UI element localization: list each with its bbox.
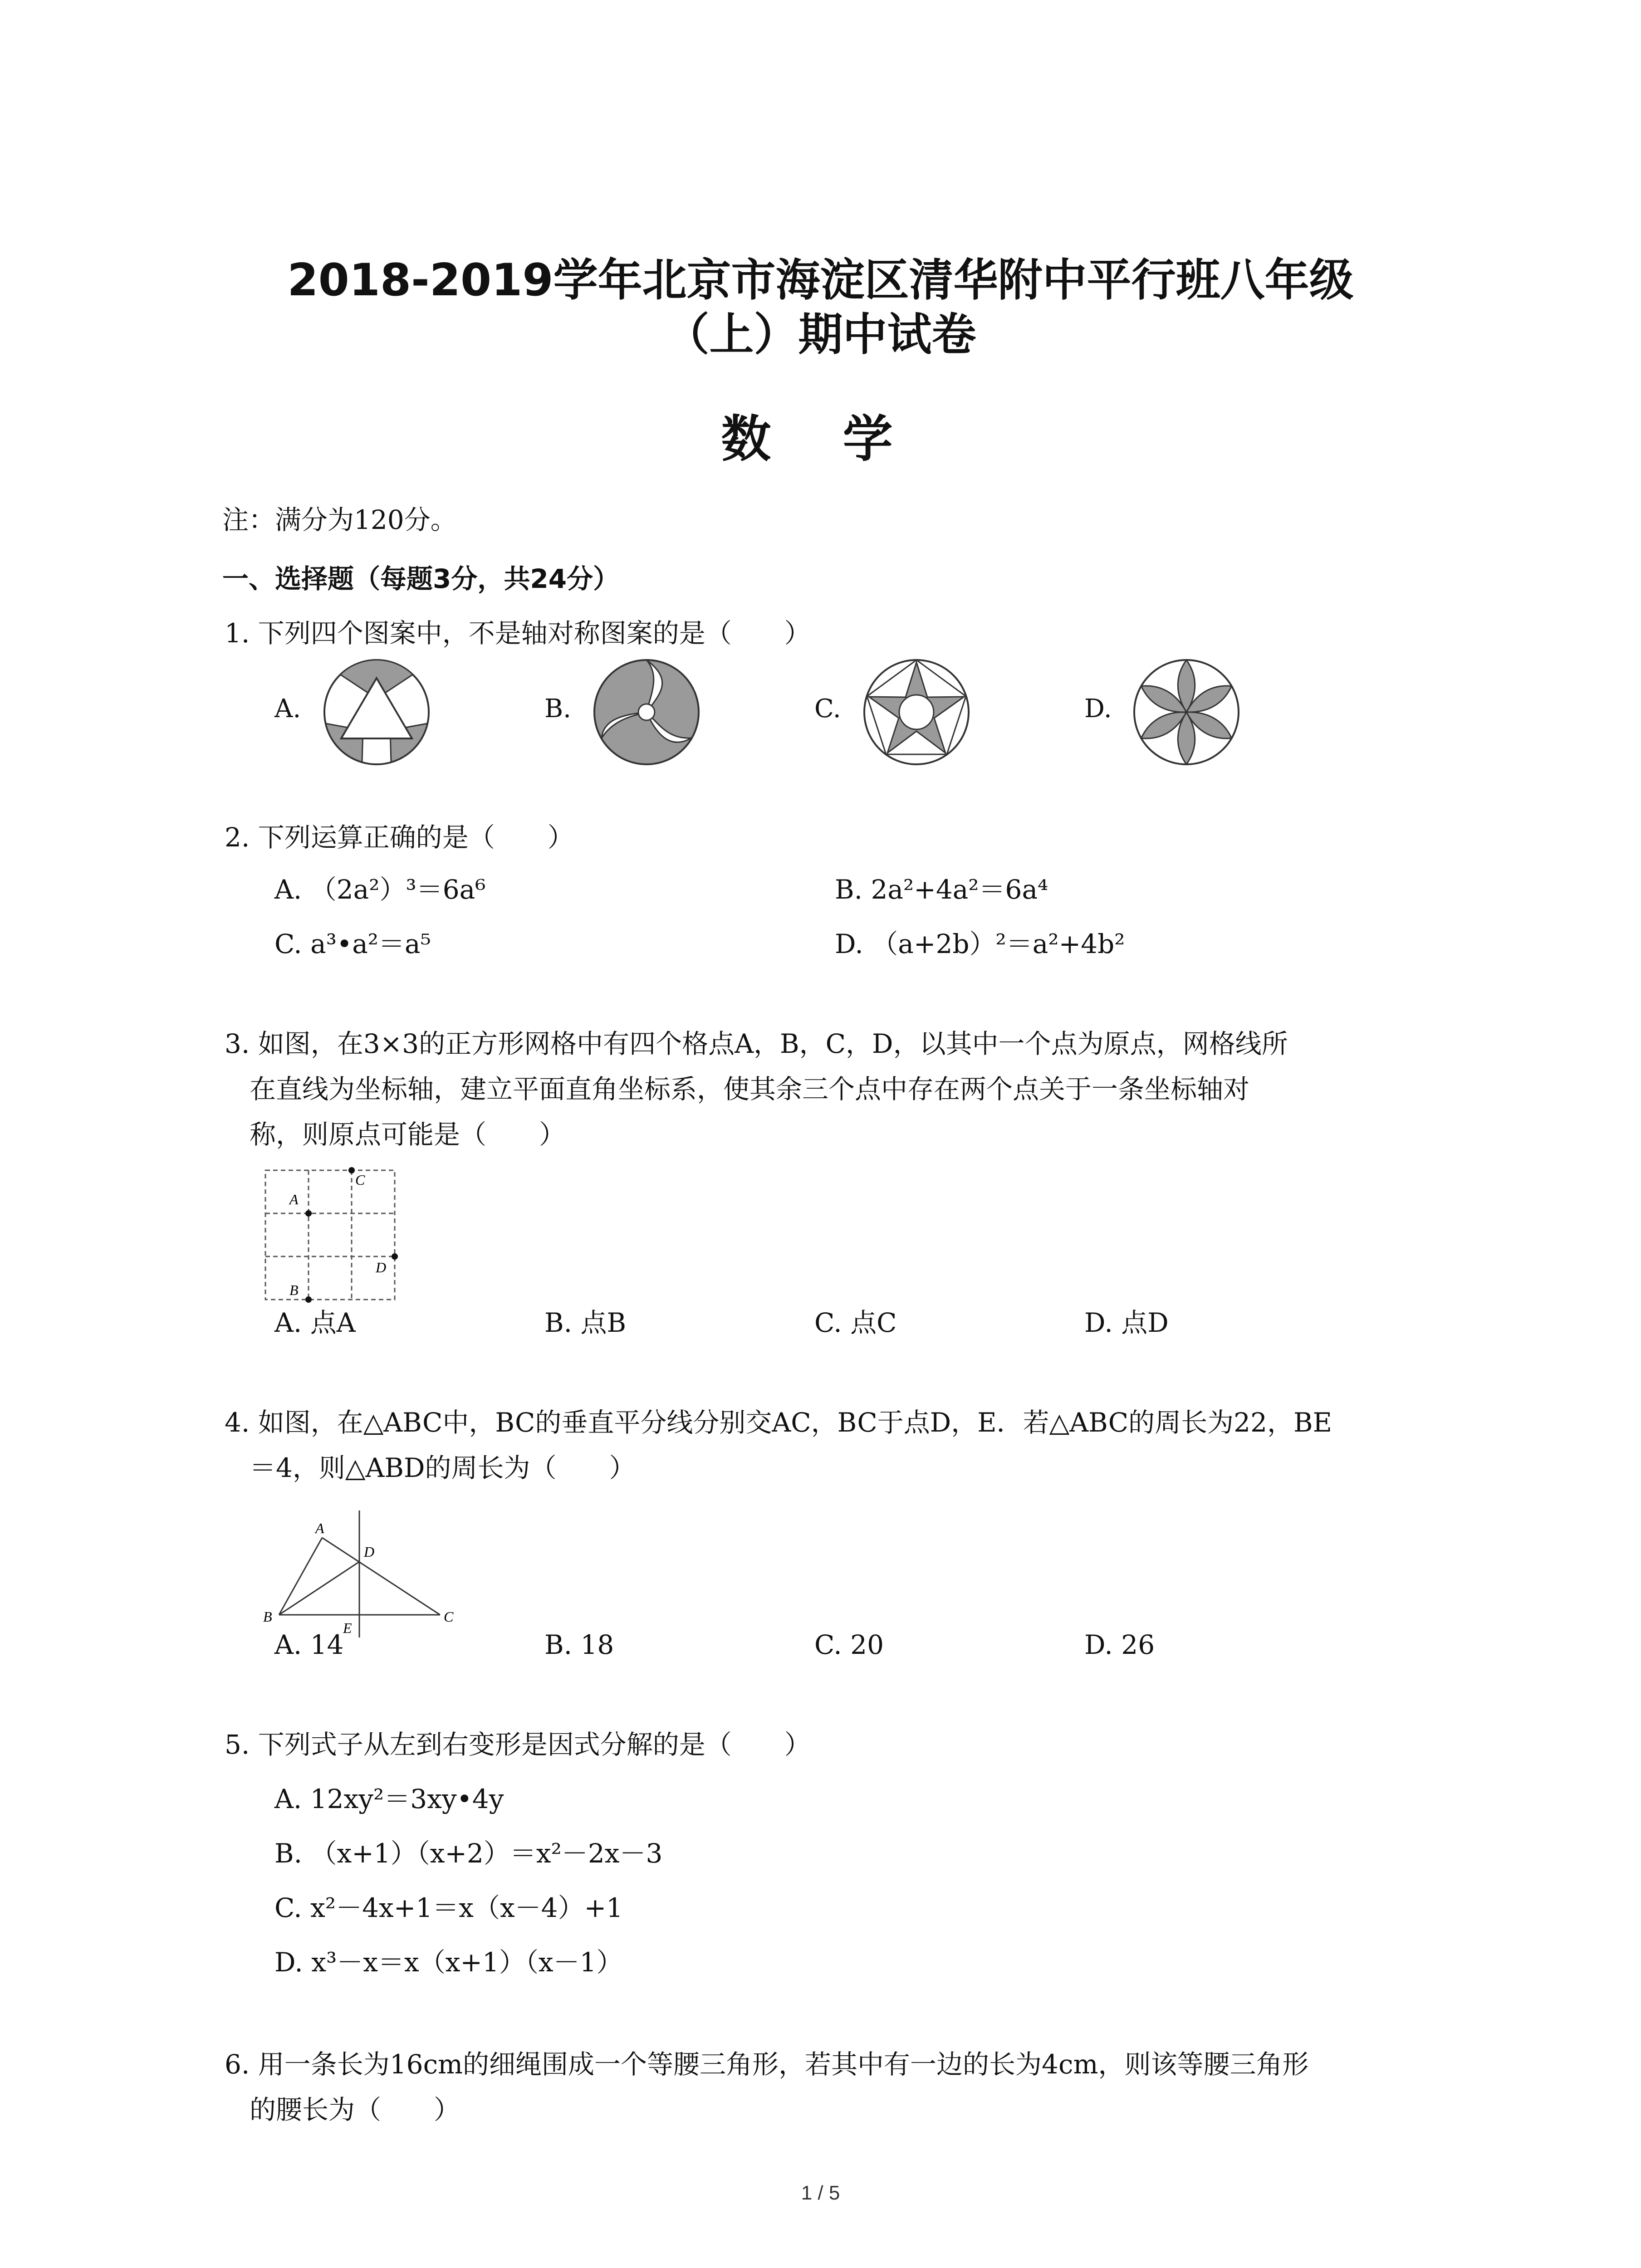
subject-title: 数 学: [721, 410, 920, 468]
q2-option-c: C. a³•a²＝a⁵: [274, 929, 431, 959]
q1-option-b-label: B.: [544, 694, 571, 723]
q3-option-a: A. 点A: [274, 1307, 356, 1338]
q2-option-d: D. （a+2b）²＝a²+4b²: [835, 929, 1125, 959]
q4-triangle-figure: [259, 1497, 467, 1647]
q3-grid-figure: [259, 1161, 404, 1306]
q3-option-b: B. 点B: [544, 1307, 627, 1338]
q1-figure-b: [588, 653, 705, 771]
q1-option-c-label: C.: [814, 694, 841, 723]
label-a: A: [315, 1520, 324, 1536]
q1-figure-d: [1127, 653, 1245, 771]
q1-stem: 1. 下列四个图案中，不是轴对称图案的是（ ）: [225, 618, 811, 649]
q5-option-c: C. x²－4x+1＝x（x－4）+1: [274, 1892, 623, 1923]
label-a: A: [289, 1191, 299, 1207]
point-a: [305, 1210, 312, 1217]
q4-option-b: B. 18: [544, 1629, 614, 1660]
label-c: C: [355, 1172, 365, 1188]
exam-title-line1: 2018-2019学年北京市海淀区清华附中平行班八年级: [287, 254, 1354, 306]
q5-option-a: A. 12xy²＝3xy•4y: [274, 1784, 504, 1814]
q4-option-a: A. 14: [274, 1629, 344, 1660]
q6-stem-line2: 的腰长为（ ）: [250, 2094, 460, 2125]
q3-option-d: D. 点D: [1084, 1307, 1169, 1338]
q3-stem-line1: 3. 如图，在3×3的正方形网格中有四个格点A，B，C，D，以其中一个点为原点，网格线所: [225, 1028, 1288, 1059]
q5-option-b: B. （x+1）（x+2）＝x²－2x－3: [274, 1838, 663, 1869]
label-b: B: [289, 1282, 299, 1298]
point-c: [348, 1167, 355, 1173]
q4-stem-line2: ＝4，则△ABD的周长为（ ）: [250, 1452, 636, 1483]
q1-figure-c: [857, 653, 975, 771]
label-d: D: [364, 1544, 375, 1560]
q3-stem-line3: 称，则原点可能是（ ）: [250, 1119, 566, 1150]
page-number: 1 / 5: [801, 2182, 840, 2204]
label-b: B: [263, 1608, 272, 1625]
point-d: [392, 1253, 398, 1260]
q6-stem-line1: 6. 用一条长为16cm的细绳围成一个等腰三角形，若其中有一边的长为4cm，则该等腰三角形: [225, 2049, 1309, 2080]
q1-option-d-label: D.: [1084, 694, 1112, 723]
q1-figure-a: [318, 653, 436, 771]
q1-option-a-label: A.: [274, 694, 301, 723]
q2-option-b: B. 2a²+4a²＝6a⁴: [835, 874, 1048, 905]
q3-option-c: C. 点C: [814, 1307, 897, 1338]
q2-stem: 2. 下列运算正确的是（ ）: [225, 822, 574, 853]
section-heading: 一、选择题（每题3分，共24分）: [222, 563, 620, 594]
point-b: [305, 1296, 312, 1303]
q4-option-c: C. 20: [814, 1629, 884, 1660]
label-d: D: [376, 1259, 387, 1276]
label-e: E: [343, 1620, 352, 1636]
exam-title-line2: （上）期中试卷: [665, 309, 976, 361]
score-note: 注：满分为120分。: [222, 504, 457, 535]
q2-option-a: A. （2a²）³＝6a⁶: [274, 874, 486, 905]
q5-option-d: D. x³－x＝x（x+1）（x－1）: [274, 1947, 623, 1978]
label-c: C: [444, 1608, 454, 1625]
q4-stem-line1: 4. 如图，在△ABC中，BC的垂直平分线分别交AC，BC于点D，E．若△ABC的周长为22，BE: [225, 1407, 1332, 1438]
q4-option-d: D. 26: [1084, 1629, 1155, 1660]
q3-stem-line2: 在直线为坐标轴，建立平面直角坐标系，使其余三个点中存在两个点关于一条坐标轴对: [250, 1074, 1250, 1105]
q5-stem: 5. 下列式子从左到右变形是因式分解的是（ ）: [225, 1729, 811, 1760]
